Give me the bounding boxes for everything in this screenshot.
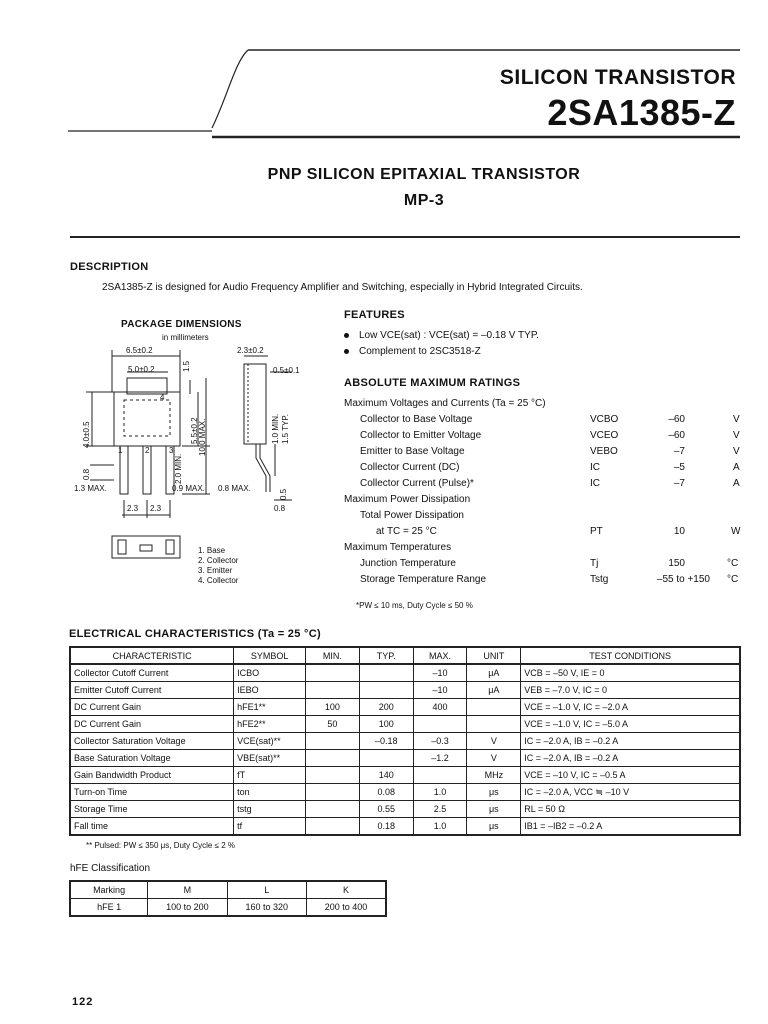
- table-cell: μs: [467, 801, 521, 818]
- table-cell: Emitter Cutoff Current: [70, 682, 234, 699]
- table-cell: [467, 699, 521, 716]
- hfe-class-heading: hFE Classification: [70, 863, 151, 874]
- column-header: M: [148, 881, 227, 899]
- table-row: [70, 733, 740, 750]
- abs-max-value: –60: [668, 414, 685, 425]
- table-cell: 0.55: [359, 801, 413, 818]
- table-cell: IC = –2.0 A, IB = –0.2 A: [521, 733, 740, 750]
- table-cell: μA: [467, 682, 521, 699]
- pin-number-4: 4: [160, 393, 165, 402]
- dim-0-8-left: 0.8: [82, 468, 91, 480]
- abs-max-unit: °C: [727, 558, 739, 569]
- abs-max-label: Collector to Emitter Voltage: [360, 430, 482, 441]
- abs-max-label: Emitter to Base Voltage: [360, 446, 465, 457]
- column-header: L: [227, 881, 306, 899]
- table-cell: VCE = –1.0 V, IC = –2.0 A: [521, 699, 740, 716]
- header-part-number: 2SA1385-Z: [547, 92, 736, 133]
- abs-max-unit: °C: [727, 574, 739, 585]
- table-row: [70, 818, 740, 836]
- electrical-table: [69, 646, 741, 836]
- column-header: Marking: [70, 881, 148, 899]
- table-cell: tstg: [234, 801, 306, 818]
- column-header: TEST CONDITIONS: [521, 647, 740, 664]
- table-cell: VCE = –1.0 V, IC = –5.0 A: [521, 716, 740, 733]
- table-cell: ton: [234, 784, 306, 801]
- dim-1-5-typ: 1.5 TYP.: [281, 414, 290, 444]
- hfe-class-table: [69, 880, 387, 917]
- abs-max-label: Maximum Voltages and Currents (Ta = 25 °C): [344, 398, 546, 409]
- dim-5-0: 5.0±0.2: [128, 365, 155, 374]
- table-header-row: [70, 881, 386, 899]
- abs-max-footnote: *PW ≤ 10 ms, Duty Cycle ≤ 50 %: [356, 601, 473, 610]
- feature-text-1: Low VCE(sat) : VCE(sat) = –0.18 V TYP.: [359, 330, 539, 341]
- table-cell: 100: [306, 699, 360, 716]
- abs-max-label: Maximum Temperatures: [344, 542, 452, 553]
- pin-number-3: 3: [169, 446, 174, 455]
- subtitle-line1: PNP SILICON EPITAXIAL TRANSISTOR: [267, 166, 581, 183]
- table-row: [70, 899, 386, 917]
- table-cell: [306, 767, 360, 784]
- table-cell: 1.0: [413, 818, 467, 836]
- feature-item-2: [344, 346, 481, 357]
- abs-max-symbol: VCBO: [590, 414, 619, 425]
- abs-max-symbol: Tstg: [590, 574, 609, 585]
- description-heading: DESCRIPTION: [70, 261, 149, 273]
- table-cell: V: [467, 733, 521, 750]
- abs-max-label: Total Power Dissipation: [360, 510, 464, 521]
- table-cell: Base Saturation Voltage: [70, 750, 234, 767]
- column-header: UNIT: [467, 647, 521, 664]
- abs-max-label: at TC = 25 °C: [376, 526, 437, 537]
- table-header-row: [70, 647, 740, 664]
- table-cell: Storage Time: [70, 801, 234, 818]
- column-header: MAX.: [413, 647, 467, 664]
- table-cell: μA: [467, 664, 521, 682]
- table-cell: tf: [234, 818, 306, 836]
- table-cell: VCE(sat)**: [234, 733, 306, 750]
- abs-max-symbol: IC: [590, 462, 600, 473]
- dim-0-5-lead: 0.5: [279, 488, 288, 500]
- table-cell: Turn-on Time: [70, 784, 234, 801]
- package-heading: PACKAGE DIMENSIONS: [121, 319, 242, 330]
- table-cell: –10: [413, 682, 467, 699]
- pin-legend: [198, 546, 238, 586]
- electrical-heading: ELECTRICAL CHARACTERISTICS (Ta = 25 °C): [69, 628, 321, 640]
- abs-max-value: 150: [668, 558, 685, 569]
- dim-0-9-max: 0.9 MAX.: [172, 484, 205, 493]
- table-cell: –0.3: [413, 733, 467, 750]
- table-cell: μs: [467, 818, 521, 836]
- dim-1-5: 1.5: [182, 360, 191, 372]
- pin-legend-3: 3. Emitter: [198, 566, 233, 575]
- table-cell: DC Current Gain: [70, 716, 234, 733]
- table-cell: 400: [413, 699, 467, 716]
- dim-2-0-min: 2.0 MIN.: [174, 453, 183, 484]
- table-cell: Collector Saturation Voltage: [70, 733, 234, 750]
- table-cell: 2.5: [413, 801, 467, 818]
- dim-2-3-b: 2.3: [150, 504, 162, 513]
- table-cell: IB1 = –IB2 = –0.2 A: [521, 818, 740, 836]
- abs-max-label: Maximum Power Dissipation: [344, 494, 471, 505]
- table-cell: [306, 784, 360, 801]
- table-cell: μs: [467, 784, 521, 801]
- table-cell: IC = –2.0 A, VCC ≒ –10 V: [521, 784, 740, 801]
- abs-max-symbol: IC: [590, 478, 600, 489]
- table-row: [70, 682, 740, 699]
- table-row: [70, 716, 740, 733]
- abs-max-value: –60: [668, 430, 685, 441]
- table-cell: [413, 767, 467, 784]
- dim-0-8-side: 0.8: [274, 504, 286, 513]
- column-header: SYMBOL: [234, 647, 306, 664]
- table-cell: hFE1**: [234, 699, 306, 716]
- dim-0-8-max: 0.8 MAX.: [218, 484, 251, 493]
- feature-item-1: [344, 330, 539, 341]
- abs-max-unit: A: [733, 462, 740, 473]
- table-cell: fT: [234, 767, 306, 784]
- abs-max-heading: ABSOLUTE MAXIMUM RATINGS: [344, 377, 521, 389]
- dim-2-3-side: 2.3±0.2: [237, 346, 264, 355]
- dim-1-3-max: 1.3 MAX.: [74, 484, 107, 493]
- abs-max-unit: V: [733, 414, 740, 425]
- table-cell: [306, 733, 360, 750]
- table-row: [70, 784, 740, 801]
- pin-legend-4: 4. Collector: [198, 576, 239, 585]
- abs-max-symbol: VEBO: [590, 446, 618, 457]
- abs-max-value: 10: [673, 526, 685, 537]
- table-row: [70, 750, 740, 767]
- package-drawing: [70, 340, 300, 590]
- dim-10-0: 10.0 MAX.: [198, 418, 207, 456]
- table-cell: VBE(sat)**: [234, 750, 306, 767]
- abs-max-label: Collector Current (DC): [360, 462, 460, 473]
- table-row: [70, 664, 740, 682]
- table-cell: –0.18: [359, 733, 413, 750]
- table-cell: ICBO: [234, 664, 306, 682]
- table-cell: VEB = –7.0 V, IC = 0: [521, 682, 740, 699]
- table-cell: IC = –2.0 A, IB = –0.2 A: [521, 750, 740, 767]
- dim-4-0: 4.0±0.5: [82, 421, 91, 448]
- table-cell: [306, 750, 360, 767]
- table-cell: 1.0: [413, 784, 467, 801]
- table-cell: –10: [413, 664, 467, 682]
- table-cell: Gain Bandwidth Product: [70, 767, 234, 784]
- dim-6-5: 6.5±0.2: [126, 346, 153, 355]
- abs-max-value: –7: [673, 446, 685, 457]
- pin-number-2: 2: [145, 446, 150, 455]
- header-category: SILICON TRANSISTOR: [499, 66, 736, 89]
- abs-max-symbol: PT: [590, 526, 603, 537]
- table-cell: [467, 716, 521, 733]
- abs-max-value: –5: [673, 462, 685, 473]
- abs-max-value: –55 to +150: [656, 574, 710, 585]
- abs-max-label: Collector Current (Pulse)*: [360, 478, 474, 489]
- table-cell: [306, 801, 360, 818]
- table-cell: Fall time: [70, 818, 234, 836]
- package-units: in millimeters: [162, 333, 209, 342]
- bullet-icon: [344, 349, 349, 354]
- table-cell: VCB = –50 V, IE = 0: [521, 664, 740, 682]
- description-text: 2SA1385-Z is designed for Audio Frequency Amplifier and Switching, especially in Hybrid Integrated Circuits.: [102, 282, 583, 293]
- table-cell: [359, 682, 413, 699]
- table-cell: DC Current Gain: [70, 699, 234, 716]
- table-cell: [413, 716, 467, 733]
- electrical-footnote: ** Pulsed: PW ≤ 350 μs, Duty Cycle ≤ 2 %: [86, 841, 235, 850]
- table-cell: IEBO: [234, 682, 306, 699]
- dim-0-5-side: 0.5±0.1: [273, 366, 300, 375]
- abs-max-symbol: VCEO: [590, 430, 619, 441]
- pin-number-1: 1: [118, 446, 123, 455]
- column-header: K: [307, 881, 386, 899]
- abs-max-label: Junction Temperature: [360, 558, 456, 569]
- abs-max-unit: V: [733, 446, 740, 457]
- table-cell: [306, 664, 360, 682]
- table-cell: RL = 50 Ω: [521, 801, 740, 818]
- table-cell: 140: [359, 767, 413, 784]
- dim-5-5: 5.5±0.2: [190, 417, 199, 444]
- subtitle-line2: MP-3: [403, 192, 445, 209]
- table-cell: 100 to 200: [148, 899, 227, 917]
- table-cell: V: [467, 750, 521, 767]
- table-cell: hFE 1: [70, 899, 148, 917]
- table-row: [70, 801, 740, 818]
- abs-max-label: Collector to Base Voltage: [360, 414, 473, 425]
- table-cell: 100: [359, 716, 413, 733]
- table-cell: 160 to 320: [227, 899, 306, 917]
- abs-max-unit: V: [733, 430, 740, 441]
- feature-text-2: Complement to 2SC3518-Z: [359, 346, 481, 357]
- table-row: [70, 767, 740, 784]
- table-cell: 200 to 400: [307, 899, 386, 917]
- table-cell: 0.08: [359, 784, 413, 801]
- table-cell: Collector Cutoff Current: [70, 664, 234, 682]
- abs-max-unit: A: [733, 478, 740, 489]
- bullet-icon: [344, 333, 349, 338]
- table-cell: –1.2: [413, 750, 467, 767]
- table-cell: hFE2**: [234, 716, 306, 733]
- table-cell: VCE = –10 V, IC = –0.5 A: [521, 767, 740, 784]
- section-divider: [70, 236, 740, 238]
- page-number: 122: [72, 996, 94, 1008]
- table-cell: [306, 818, 360, 836]
- features-heading: FEATURES: [344, 309, 405, 321]
- column-header: TYP.: [359, 647, 413, 664]
- dim-2-3-a: 2.3: [127, 504, 139, 513]
- column-header: CHARACTERISTIC: [70, 647, 234, 664]
- pin-legend-1: 1. Base: [198, 546, 226, 555]
- abs-max-value: –7: [673, 478, 685, 489]
- abs-max-label: Storage Temperature Range: [360, 574, 487, 585]
- pin-legend-2: 2. Collector: [198, 556, 239, 565]
- table-cell: [306, 682, 360, 699]
- dim-1-0-min: 1.0 MIN.: [271, 413, 280, 444]
- table-row: [70, 699, 740, 716]
- column-header: MIN.: [306, 647, 360, 664]
- table-cell: 0.18: [359, 818, 413, 836]
- table-cell: 200: [359, 699, 413, 716]
- table-cell: MHz: [467, 767, 521, 784]
- abs-max-unit: W: [731, 526, 741, 537]
- table-cell: 50: [306, 716, 360, 733]
- table-cell: [359, 664, 413, 682]
- abs-max-symbol: Tj: [590, 558, 599, 569]
- table-cell: [359, 750, 413, 767]
